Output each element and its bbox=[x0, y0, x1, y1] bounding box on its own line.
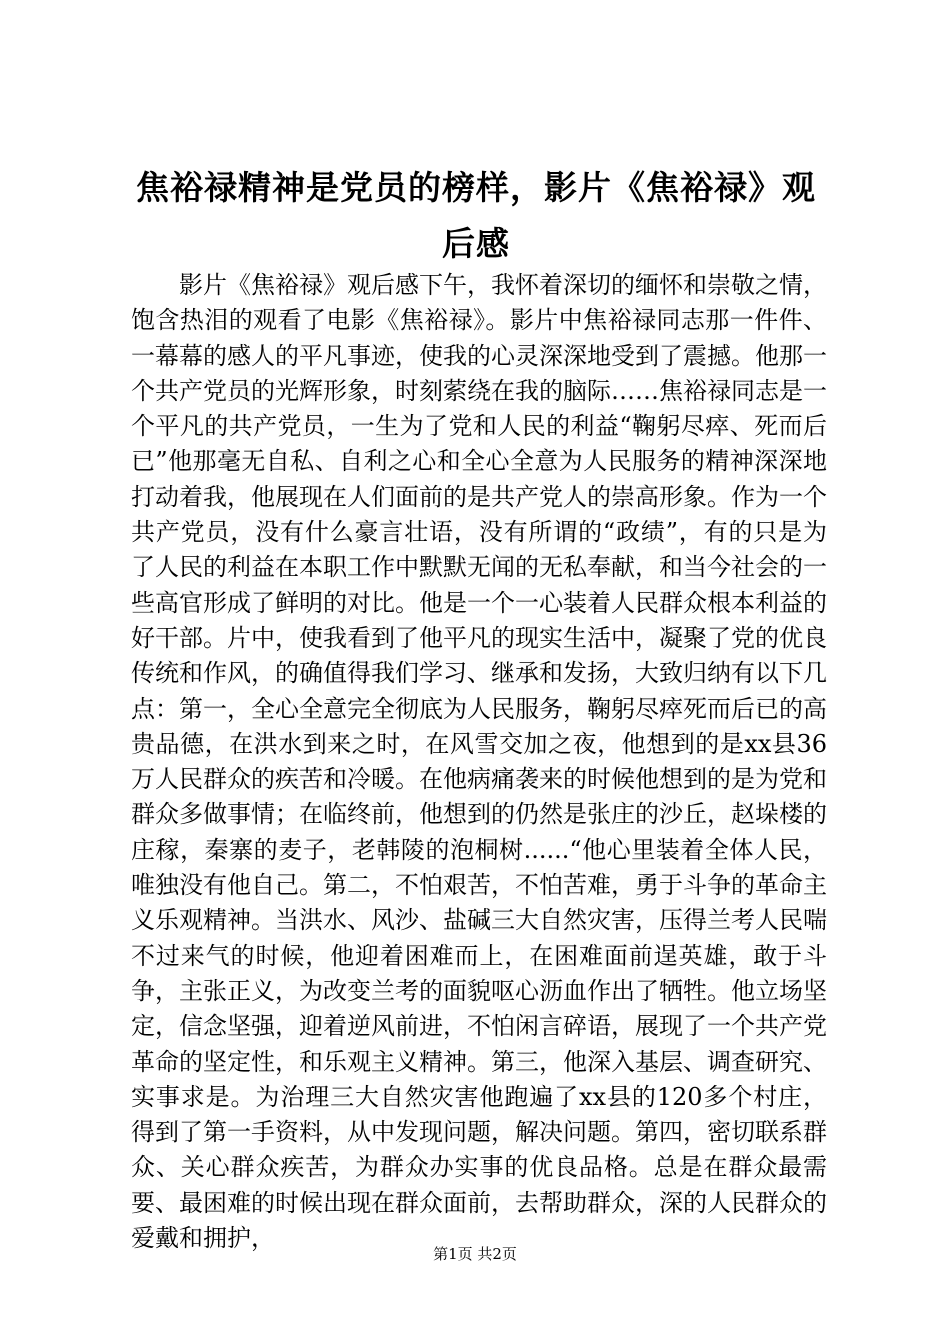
page-footer: 第1页 共2页 bbox=[433, 1245, 517, 1263]
document-title: 焦裕禄精神是党员的榜样，影片《焦裕禄》观后感 bbox=[136, 168, 816, 263]
body-paragraph: 影片《焦裕禄》观后感下午，我怀着深切的缅怀和崇敬之情，饱含热泪的观看了电影《焦裕禄》。影片中焦裕禄同志那一件件、一幕幕的感人的平凡事迹，使我的心灵深深地受到了震撼。他那一个共产党员的光辉形象，时刻萦绕在我的脑际……焦裕禄同志是一个平凡的共产党员，一生为了党和人民的利益“鞠躬尽瘁、死而后已”他那毫无自私、自利之心和全心全意为人民服务的精神深深地打动着我，他展现在人们面前的是共产党人的崇高形象。作为一个共产党员，没有什么豪言壮语，没有所谓的“政绩”，有的只是为了人民的利益在本职工作中默默无闻的无私奉献，和当今社会的一些高官形成了鲜明的对比。他是一个一心装着人民群众根本利益的好干部。片中，使我看到了他平凡的现实生活中，凝聚了党的优良传统和作风，的确值得我们学习、继承和发扬，大致归纳有以下几点：第一，全心全意完全彻底为人民服务，鞠躬尽瘁死而后已的高贵品德，在洪水到来之时，在风雪交加之夜，他想到的是xx县36万人民群众的疾苦和冷暖。在他病痛袭来的时候他想到的是为党和群众多做事情；在临终前，他想到的仍然是张庄的沙丘，赵垛楼的庄稼，秦寨的麦子，老韩陵的泡桐树......“他心里装着全体人民，唯独没有他自己。第二，不怕艰苦，不怕苦难，勇于斗争的革命主义乐观精神。当洪水、风沙、盐碱三大自然灾害，压得兰考人民喘不过来气的时候，他迎着困难而上，在困难面前逞英雄，敢于斗争，主张正义，为改变兰考的面貌呕心沥血作出了牺牲。他立场坚定，信念坚强，迎着逆风前进，不怕闲言碎语，展现了一个共产党革命的坚定性，和乐观主义精神。第三，他深入基层、调查研究、实事求是。为治理三大自然灾害他跑遍了xx县的120多个村庄，得到了第一手资料，从中发现问题，解决问题。第四，密切联系群众、关心群众疾苦，为群众办实事的优良品格。总是在群众最需要、最困难的时候出现在群众面前，去帮助群众，深的人民群众的爱戴和拥护， bbox=[131, 271, 827, 1253]
